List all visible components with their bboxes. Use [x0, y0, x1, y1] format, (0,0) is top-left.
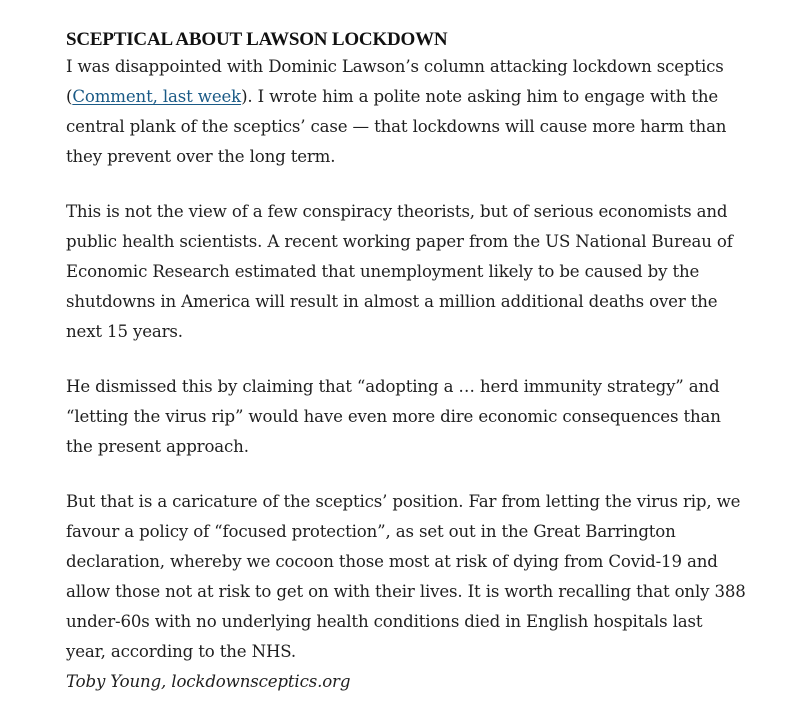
comment-last-week-link[interactable]: Comment, last week — [72, 87, 242, 106]
letter — [66, 28, 746, 697]
letter-paragraph-3: He dismissed this by claiming that “adopting a … herd immunity strategy” and “letting the virus rip” would have even more dire economic consequences than the present approach. — [66, 377, 721, 456]
paragraph-1-text-after: ). I wrote him a polite note asking him to engage with the central plank of the sceptics’ case — that lockdowns will cause more harm than they prevent over the long term. — [66, 87, 727, 166]
paragraph-spacer — [66, 462, 746, 487]
letter-headline: SCEPTICAL ABOUT LAWSON LOCKDOWN — [66, 29, 448, 50]
letter-paragraph-4: But that is a caricature of the sceptics’ position. Far from letting the virus rip, we favour a policy of “focused protection”, as set out in the Great Barrington declaration, whereby we cocoon those most at risk of dying from Covid-19 and allow those not at risk to get on with their lives. It is worth recalling that only 388 under-60s with no underlying health conditions died in English hospitals last year, according to the NHS. — [66, 492, 746, 661]
paragraph-spacer — [66, 172, 746, 197]
paragraph-1-text-before: I was disappointed with Dominic Lawson’s column attacking lockdown sceptics ( — [66, 57, 724, 106]
paragraph-spacer — [66, 347, 746, 372]
letter-paragraph-2: This is not the view of a few conspiracy theorists, but of serious economists and public health scientists. A recent working paper from the US National Bureau of Economic Research estimated that unemployment likely to be caused by the shutdowns in America will result in almost a million additional deaths over the next 15 years. — [66, 202, 733, 341]
letter-signature: Toby Young, lockdownsceptics.org — [66, 672, 351, 691]
letter-paragraph-1 — [66, 52, 746, 172]
